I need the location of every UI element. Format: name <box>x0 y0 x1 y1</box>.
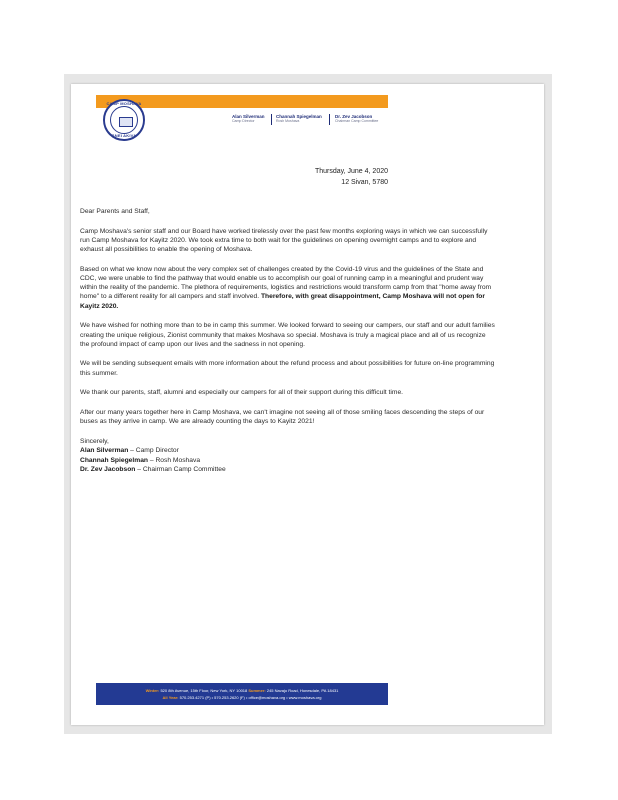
closing: Sincerely, <box>80 437 109 445</box>
footer-text: 520 8th Avenue, 15th Floor, New York, NY 10018 <box>160 688 248 693</box>
signer-line <box>80 446 495 455</box>
letter-footer <box>96 683 388 705</box>
staff-divider <box>329 114 330 125</box>
paragraph: Camp Moshava's senior staff and our Board have worked tirelessly over the past few months exploring ways in which we can successfully run Camp Moshava for Kayitz 2020. We took extra time to both wait for the guidelines on opening overnight camps and to explore and exhaust all possibilities to enable the opening of Moshava. <box>80 227 488 254</box>
staff-name: Channah Spiegelman <box>276 114 322 119</box>
camp-seal-logo <box>103 99 145 141</box>
staff-chairman <box>335 114 378 124</box>
paragraph: We thank our parents, staff, alumni and especially our campers for all of their support during this difficult time. <box>80 389 404 397</box>
signer-name: Alan Silverman <box>80 447 129 455</box>
footer-label: Summer: <box>248 688 266 693</box>
hebrew-date: 12 Sivan, 5780 <box>341 179 388 186</box>
staff-role: Camp Director <box>232 119 255 123</box>
signoff <box>80 437 495 475</box>
seal-inner-ring <box>110 106 138 134</box>
footer-contact <box>96 695 388 700</box>
letter-body <box>80 207 495 475</box>
staff-role: Rosh Moshava <box>276 119 300 123</box>
footer-label: Winter: <box>145 688 160 693</box>
signer-title: – Rosh Moshava <box>148 456 201 464</box>
book-icon <box>119 117 133 127</box>
paragraph: We have wished for nothing more than to be in camp this summer. We looked forward to seeing our campers, our staff and our adult families creating the unique religious, Zionist community that makes Moshava so special. Moshava is truly a magical place and all of us recognize the profound impact of camp upon our lives and the sadness in not opening. <box>80 322 495 348</box>
paragraph: We will be sending subsequent emails with more information about the refund process and about possibilities for future on-line programming this summer. <box>80 360 495 377</box>
footer-text: 245 Navajo Road, Honesdale, PA 18431 <box>266 688 339 693</box>
staff-rosh <box>276 114 322 124</box>
signer-line <box>80 465 495 474</box>
footer-text: 570.253.4271 (P) • 570.253.2620 (F) • office@moshava.org • www.moshava.org <box>179 695 322 700</box>
paragraph-text: Based on what we know now about the very complex set of challenges created by the Covid-19 virus and the guidelines of the State and CDC, we were unable to find the pathway that would enable us to accomplish our goal of running camp in a meaningful and prudent way within the reality of the pandemic. The plethora of requirements, logistics and restrictions would transform camp from that "home away from home" to a different reality for all campers and staff involved. <box>80 265 492 301</box>
signer-name: Channah Spiegelman <box>80 456 149 464</box>
staff-director <box>232 114 265 124</box>
footer-addresses <box>96 688 388 693</box>
staff-name: Alan Silverman <box>232 114 265 119</box>
signer-name: Dr. Zev Jacobson <box>80 466 136 474</box>
staff-name: Dr. Zev Jacobson <box>335 114 373 119</box>
announcement-bold: Therefore, with great disappointment, Camp Moshava will not open for Kayitz 2020. <box>80 293 485 310</box>
staff-role: Chairman Camp Committee <box>335 119 379 123</box>
seal-text-bottom: BNEI AKIVA <box>111 133 137 138</box>
paragraph <box>80 265 495 311</box>
signer-title: – Chairman Camp Committee <box>135 466 226 474</box>
footer-label: All Year: <box>162 695 179 700</box>
signer-title: – Camp Director <box>128 447 179 455</box>
paragraph: After our many years together here in Camp Moshava, we can't imagine not seeing all of those smiling faces descending the steps of our buses as they arrive in camp. We are already counting the days to Kayitz 2021! <box>80 409 485 426</box>
gregorian-date: Thursday, June 4, 2020 <box>314 168 388 175</box>
letter-date <box>315 166 388 188</box>
seal-text-top: CAMP MOSHAVA <box>106 101 142 106</box>
salutation: Dear Parents and Staff, <box>80 208 150 215</box>
staff-divider <box>271 114 272 125</box>
signer-line <box>80 456 495 465</box>
